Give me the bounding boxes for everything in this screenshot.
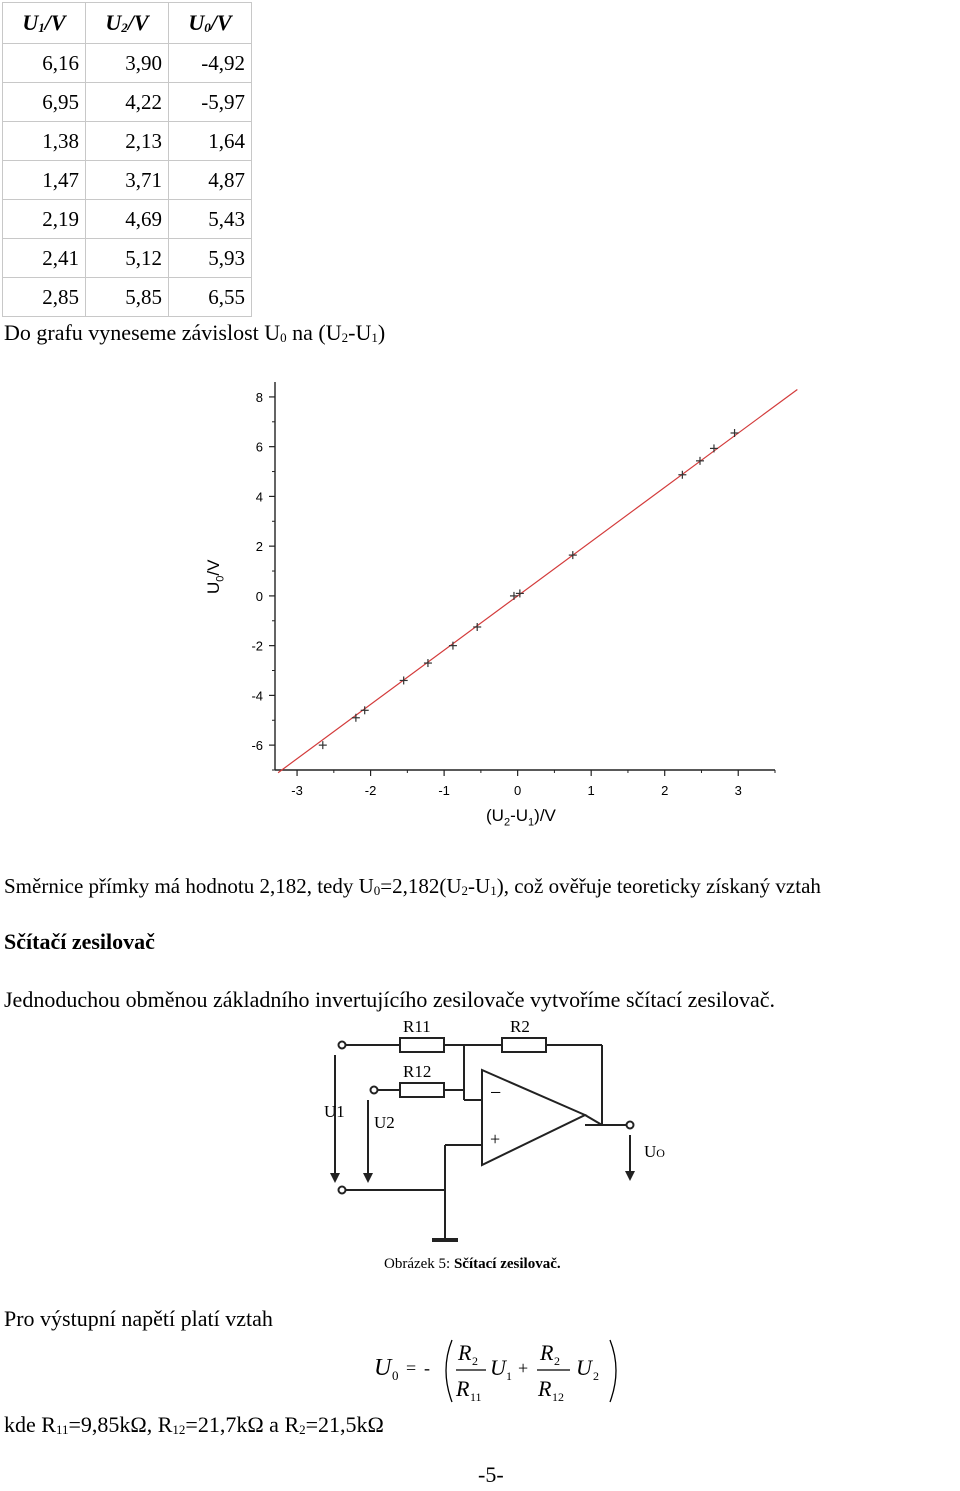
data-point	[361, 706, 369, 714]
table-row	[3, 44, 252, 83]
y-tick-label: -6	[251, 738, 263, 754]
r11-label: R11	[403, 1017, 431, 1036]
svg-text:2: 2	[593, 1369, 599, 1383]
table-cell: 2,41	[3, 239, 86, 278]
table-cell: 1,64	[169, 122, 252, 161]
u1-label: U1	[324, 1102, 345, 1121]
x-tick-label: -1	[438, 783, 450, 798]
svg-text:=: =	[406, 1358, 417, 1378]
table-cell: 1,47	[3, 161, 86, 200]
table-cell: 5,85	[86, 278, 169, 317]
table-row	[3, 278, 252, 317]
table-cell: -5,97	[169, 83, 252, 122]
y-axis-label: $U_0/V$	[204, 559, 227, 594]
y-tick-label: 6	[255, 439, 263, 455]
intro-sentence: Do grafu vyneseme závislost $U_0$ na $(U_2-U_1)$	[4, 320, 386, 345]
data-point	[731, 429, 739, 437]
table-row	[3, 122, 252, 161]
data-point	[710, 444, 718, 452]
table-cell: 5,12	[86, 239, 169, 278]
table-cell: 5,93	[169, 239, 252, 278]
x-tick-label: 3	[734, 783, 742, 798]
table-cell: -4,92	[169, 44, 252, 83]
table-cell: 2,13	[86, 122, 169, 161]
header-u2: $U_2/V$	[86, 3, 169, 44]
section-heading: Sčítačí zesilovač	[4, 929, 155, 954]
scatter-chart	[0, 370, 960, 840]
minus-input-sign: −	[490, 1082, 502, 1104]
table-row	[3, 161, 252, 200]
svg-text:R: R	[456, 1376, 470, 1401]
r12-label: R12	[403, 1062, 432, 1081]
table-cell: 4,22	[86, 83, 169, 122]
table-cell: 6,16	[3, 44, 86, 83]
table-cell: 6,55	[169, 278, 252, 317]
table-cell: 2,85	[3, 278, 86, 317]
plus-input-sign: +	[490, 1129, 501, 1149]
header-u0: $U_0/V$	[169, 3, 252, 44]
data-point	[449, 642, 457, 650]
svg-text:R: R	[538, 1376, 552, 1401]
y-tick-label: 4	[255, 489, 263, 505]
u2-label: U2	[374, 1113, 395, 1132]
table-cell: 4,69	[86, 200, 169, 239]
table-cell: 2,19	[3, 200, 86, 239]
y-tick-label: 2	[255, 539, 263, 555]
svg-text:U: U	[374, 1355, 392, 1381]
component-values: kde $R_{11}=9,85k\Omega$, $R_{12}=21,7k\Omega$ a $R_2=21,5k\Omega$	[4, 1412, 384, 1437]
table-row	[3, 200, 252, 239]
table-cell: 4,87	[169, 161, 252, 200]
svg-text:R: R	[540, 1340, 554, 1365]
r2-label: R2	[510, 1017, 530, 1036]
x-tick-label: -2	[364, 783, 377, 798]
svg-text:1: 1	[506, 1369, 512, 1383]
uo-label: UO	[644, 1142, 665, 1161]
svg-text:2: 2	[554, 1354, 560, 1368]
resistor-r12	[400, 1083, 444, 1097]
x-tick-label: 2	[661, 783, 669, 798]
svg-text:12: 12	[552, 1390, 564, 1404]
table-cell: 1,38	[3, 122, 86, 161]
table-row	[3, 83, 252, 122]
svg-text:0: 0	[392, 1368, 399, 1383]
svg-text:U: U	[490, 1355, 506, 1380]
y-tick-label: 8	[255, 389, 263, 405]
x-tick-label: 1	[587, 783, 595, 798]
table-cell: 3,71	[86, 161, 169, 200]
resistor-r11	[400, 1038, 444, 1052]
x-tick-label: -3	[291, 783, 303, 798]
table-cell: 6,95	[3, 83, 86, 122]
svg-text:+: +	[518, 1358, 529, 1378]
table-cell: 5,43	[169, 200, 252, 239]
svg-text:U: U	[576, 1355, 592, 1380]
measurement-table	[2, 2, 252, 317]
header-u1: $U_1/V$	[3, 3, 86, 44]
table-cell: 3,90	[86, 44, 169, 83]
svg-text:11: 11	[470, 1390, 482, 1404]
y-tick-label: -2	[251, 638, 263, 654]
description-text: Jednoduchou obměnou základního invertujícího zesilovače vytvoříme sčítací zesilovač.	[4, 987, 775, 1012]
svg-text:2: 2	[472, 1354, 478, 1368]
x-tick-label: 0	[514, 783, 522, 798]
svg-text:R: R	[458, 1340, 472, 1365]
output-sentence: Pro výstupní napětí platí vztah	[4, 1306, 273, 1331]
summing-amplifier-circuit	[300, 1015, 700, 1285]
page-number: -5-	[478, 1462, 504, 1487]
x-axis-label: $(U_2-U_1)/V$	[486, 806, 556, 829]
svg-text:-: -	[424, 1358, 430, 1378]
y-tick-label: 0	[255, 588, 263, 604]
data-point	[352, 714, 360, 722]
table-row	[3, 239, 252, 278]
figure-caption: Obrázek 5: Sčítací zesilovač.	[384, 1256, 561, 1272]
result-sentence: Směrnice přímky má hodnotu 2,182, tedy $U_0=2,182(U_2-U_1)$, což ověřuje teoreticky získaný vztah	[4, 874, 821, 898]
output-formula	[360, 1330, 630, 1410]
table-header-row	[3, 3, 252, 44]
resistor-r2	[502, 1038, 546, 1052]
y-tick-label: -4	[251, 688, 263, 704]
